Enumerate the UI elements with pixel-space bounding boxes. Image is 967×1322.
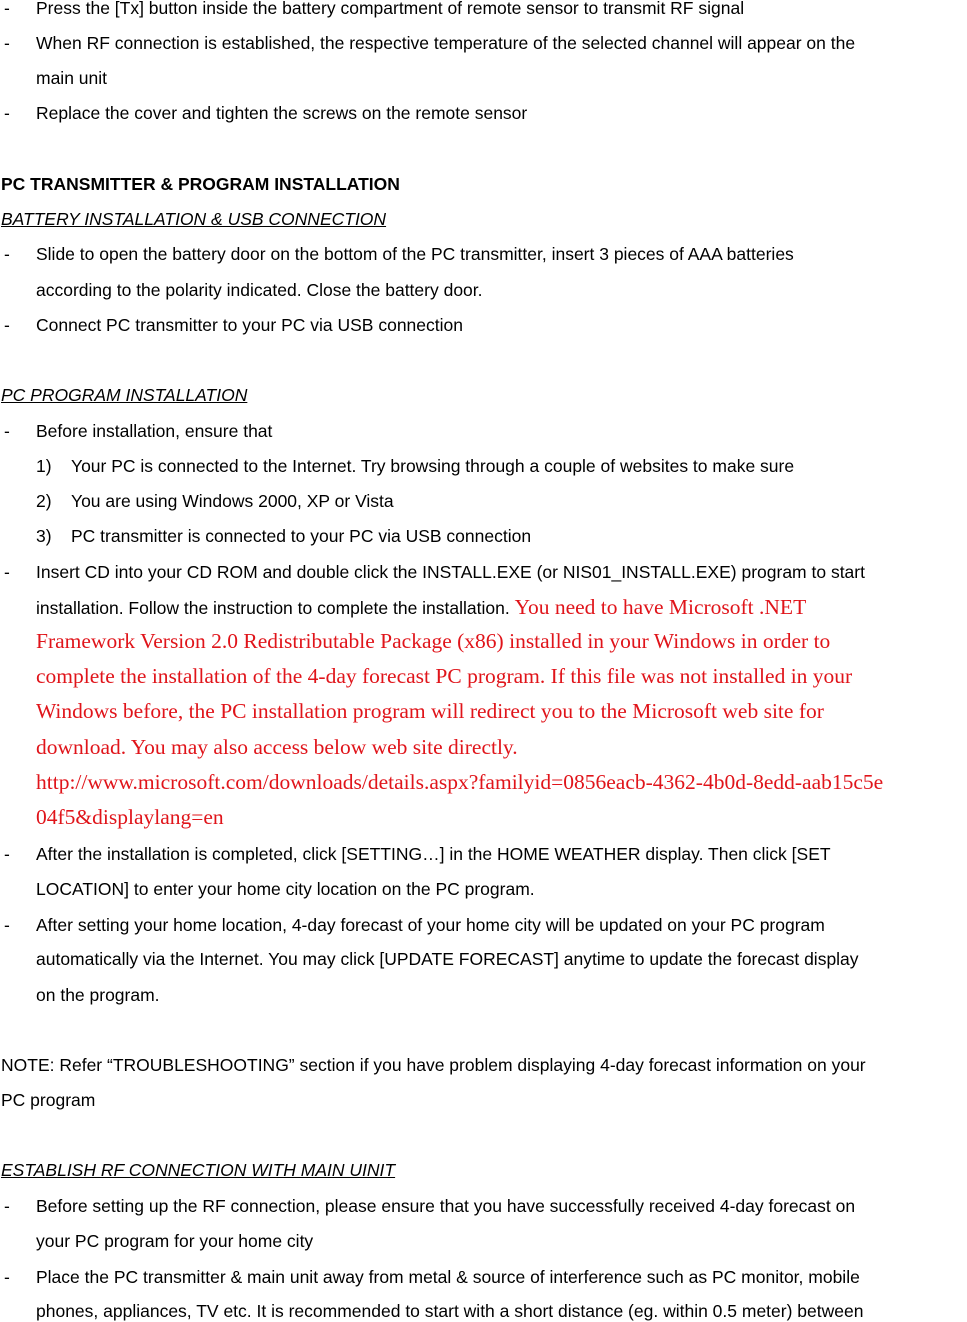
intro-bullet-3: Replace the cover and tighten the screws on the remote sensor [36,103,528,123]
ensure-num-3: 3) [36,526,52,546]
intro-bullet-2: When RF connection is established, the respective temperature of the selected channel will appear on the [36,33,856,53]
install-line-2: installation. Follow the instruction to complete the installation. [36,598,515,618]
after-bullet-2: After setting your home location, 4-day forecast of your home city will be updated on your PC program [36,915,825,935]
after-bullet-1: After the installation is completed, click [SETTING…] in the HOME WEATHER display. Then click [SET [36,844,831,864]
battery-bullet-2: Connect PC transmitter to your PC via USB connection [36,315,463,335]
intro-bullet-1: Press the [Tx] button inside the battery compartment of remote sensor to transmit RF signal [36,0,745,18]
battery-heading: BATTERY INSTALLATION & USB CONNECTION [1,209,387,229]
intro-bullet-2-cont: main unit [36,68,108,88]
rf-bullet-1-cont: your PC program for your home city [36,1231,314,1251]
note-line-1: NOTE: Refer “TROUBLESHOOTING” section if you have problem displaying 4-day forecast information on your [1,1055,866,1075]
after-bullet-2-cont2: on the program. [36,985,160,1005]
after-bullet-1-cont: LOCATION] to enter your home city location on the PC program. [36,879,535,899]
red-line-1: Framework Version 2.0 Redistributable Package (x86) installed in your Windows in order to [36,629,831,653]
dotnet-requirement: You need to have Microsoft .NET [514,595,807,619]
program-heading: PC PROGRAM INSTALLATION [1,385,248,405]
rf-bullet-1: Before setting up the RF connection, please ensure that you have successfully received 4-day forecast on [36,1196,856,1216]
install-line-1: Insert CD into your CD ROM and double click the INSTALL.EXE (or NIS01_INSTALL.EXE) program to start [36,562,865,582]
ensure-num-2: 2) [36,491,52,511]
ensure-item-3: PC transmitter is connected to your PC via USB connection [71,526,532,546]
section-title: PC TRANSMITTER & PROGRAM INSTALLATION [1,174,400,194]
ensure-item-1: Your PC is connected to the Internet. Try browsing through a couple of websites to make sure [71,456,795,476]
rf-heading: ESTABLISH RF CONNECTION WITH MAIN UINIT [1,1160,396,1180]
rf-bullet-2-cont: phones, appliances, TV etc. It is recommended to start with a short distance (eg. within 0.5 meter) between [36,1301,864,1321]
rf-bullet-2: Place the PC transmitter & main unit away from metal & source of interference such as PC monitor, mobile [36,1267,860,1287]
red-line-4: download. You may also access below web site directly. [36,735,518,759]
ensure-intro: Before installation, ensure that [36,421,273,441]
ensure-num-1: 1) [36,456,52,476]
after-bullet-2-cont: automatically via the Internet. You may click [UPDATE FORECAST] anytime to update the forecast display [36,949,859,969]
microsoft-url-link-cont[interactable]: 04f5&displaylang=en [36,805,224,829]
red-line-2: complete the installation of the 4-day forecast PC program. If this file was not installed in your [36,664,853,688]
battery-bullet-1-cont: according to the polarity indicated. Close the battery door. [36,280,483,300]
note-line-2: PC program [1,1090,96,1110]
microsoft-url-link[interactable]: http://www.microsoft.com/downloads/details.aspx?familyid=0856eacb-4362-4b0d-8edd-aab15c5e [36,770,884,794]
ensure-item-2: You are using Windows 2000, XP or Vista [71,491,394,511]
red-line-3: Windows before, the PC installation program will redirect you to the Microsoft web site for [36,699,824,723]
battery-bullet-1: Slide to open the battery door on the bottom of the PC transmitter, insert 3 pieces of AAA batteries [36,244,794,264]
